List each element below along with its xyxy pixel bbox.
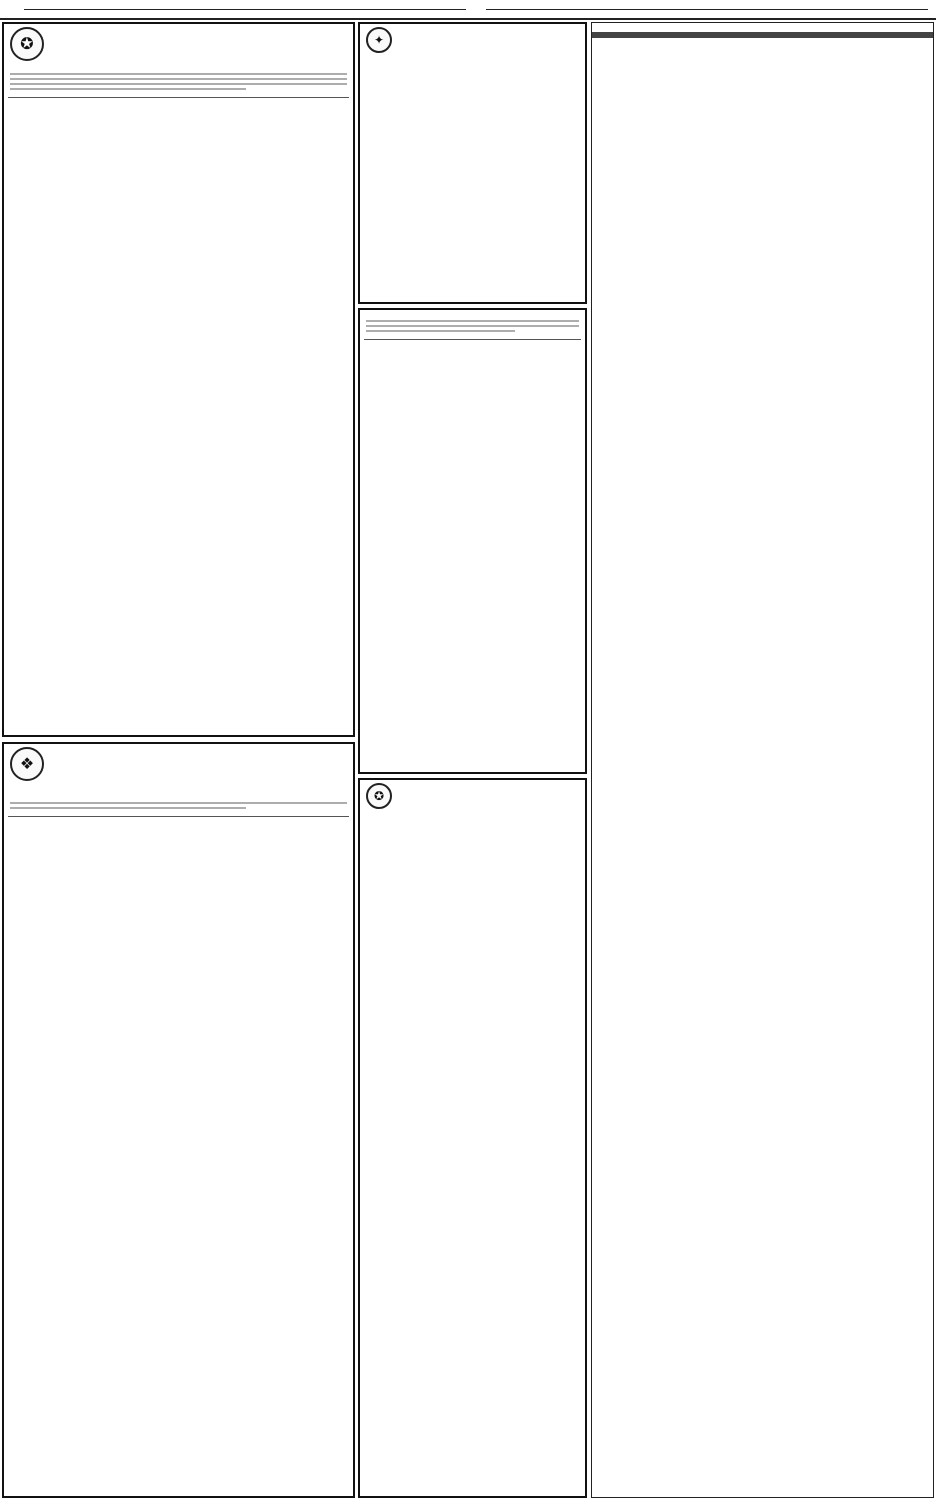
roads-intro-text — [360, 315, 585, 337]
ad-police-tender — [2, 22, 355, 737]
police-signature — [4, 104, 353, 108]
textbook-signature — [360, 64, 585, 68]
roads-signature — [360, 346, 585, 350]
ad-textbook-warning — [358, 22, 587, 304]
ad-kurigram-tender — [358, 778, 587, 1498]
tender-signature — [592, 38, 933, 42]
masthead-rule-2 — [486, 9, 928, 10]
textbook-board-logo-icon: ✦ — [366, 27, 392, 53]
roads-terms-table — [364, 339, 581, 340]
police-intro-text — [4, 68, 353, 95]
university-signature — [4, 825, 353, 829]
kurigram-signature — [360, 818, 585, 822]
ad-pwd-tender — [591, 22, 934, 1498]
masthead-rule — [24, 9, 466, 10]
masthead — [0, 0, 936, 20]
university-logo-icon: ❖ — [10, 747, 44, 781]
university-posts-table — [8, 816, 349, 817]
university-intro-text — [4, 797, 353, 814]
kurigram-emblem-icon: ✪ — [366, 783, 392, 809]
police-emblem-icon: ✪ — [10, 27, 44, 61]
ad-roads-tender — [358, 308, 587, 774]
ad-university-recruitment — [2, 742, 355, 1498]
police-terms-table — [8, 97, 349, 98]
